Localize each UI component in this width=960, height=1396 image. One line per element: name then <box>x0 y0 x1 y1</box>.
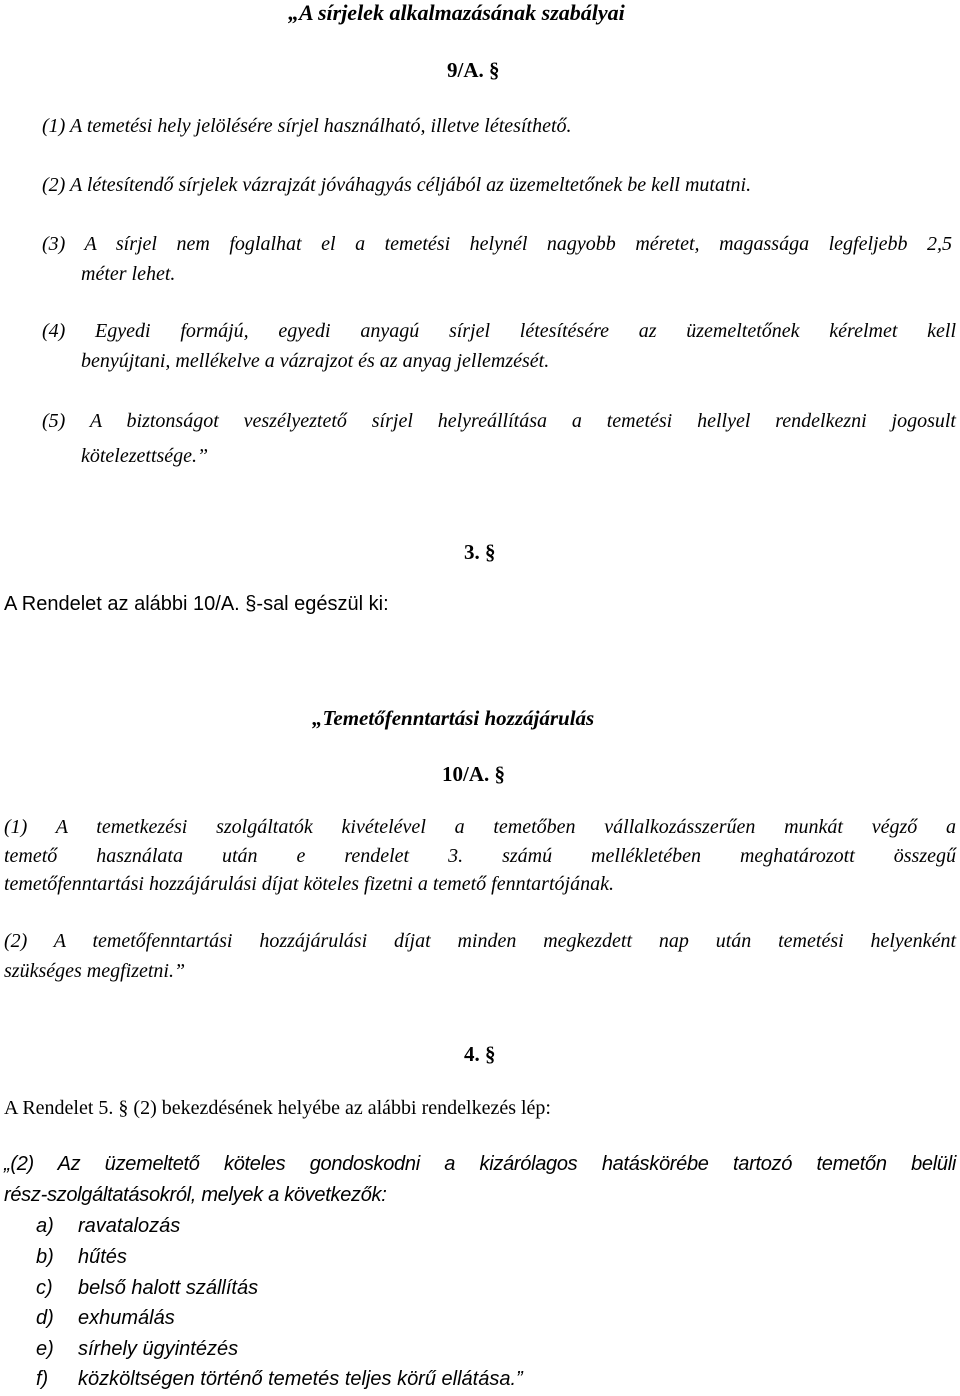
list-item-text: exhumálás <box>78 1307 175 1329</box>
section-4-heading: 4. § <box>464 1042 496 1066</box>
paragraph-number-10a: 10/A. § <box>442 762 505 786</box>
section-title: „A sírjelek alkalmazásának szabályai <box>288 0 625 25</box>
list-item-text: belső halott szállítás <box>78 1277 259 1299</box>
list-item <box>36 1307 175 1330</box>
quote-line-2: rész-szolgáltatásokról, melyek a következők: <box>4 1184 387 1206</box>
list-item-letter: c) <box>36 1277 53 1299</box>
paragraph-2: (2) A létesítendő sírjelek vázrajzát jóváhagyás céljából az üzemeltetőnek be kell mutatni. <box>42 174 752 196</box>
list-item-text: közköltségen történő temetés teljes körű ellátása.” <box>78 1368 523 1390</box>
paragraph-1: (1) A temetési hely jelölésére sírjel használható, illetve létesíthető. <box>42 115 572 137</box>
list-item-letter: e) <box>36 1338 54 1360</box>
paragraph-3-line-2: méter lehet. <box>81 263 176 285</box>
list-item <box>36 1277 258 1300</box>
paragraph-4-line-2: benyújtani, mellékelve a vázrajzot és az anyag jellemzését. <box>81 350 550 372</box>
list-item-letter: f) <box>36 1368 49 1390</box>
list-item-text: sírhely ügyintézés <box>78 1338 239 1360</box>
list-item <box>36 1368 523 1391</box>
list-item <box>36 1338 238 1361</box>
list-item <box>36 1246 127 1269</box>
paragraph-10a-2-line-2: szükséges megfizetni.” <box>4 960 186 982</box>
paragraph-number: 9/A. § <box>447 58 500 82</box>
paragraph-10a-1-line-3: temetőfenntartási hozzájárulási díjat köteles fizetni a temető fenntartójának. <box>4 873 614 895</box>
list-item-text: hűtés <box>78 1246 127 1268</box>
paragraph-10a-1-line-2: temető használata után e rendelet 3. számú mellékletében meghatározott összegű <box>4 845 956 867</box>
list-item-letter: b) <box>36 1246 54 1268</box>
section-subtitle: „Temetőfenntartási hozzájárulás <box>312 706 595 730</box>
paragraph-10a-1-line-1: (1) A temetkezési szolgáltatók kivételével a temetőben vállalkozásszerűen munkát végző a <box>4 816 956 838</box>
section-4-intro: A Rendelet 5. § (2) bekezdésének helyébe az alábbi rendelkezés lép: <box>4 1097 551 1119</box>
paragraph-4-line-1: (4) Egyedi formájú, egyedi anyagú sírjel létesítésére az üzemeltetőnek kérelmet kell <box>42 320 956 342</box>
list-item <box>36 1215 180 1238</box>
quote-line-1: „(2) Az üzemeltető köteles gondoskodni a kizárólagos hatáskörébe tartozó temetőn belüli <box>4 1153 956 1175</box>
paragraph-5-line-2: kötelezettsége.” <box>81 445 209 467</box>
list-item-letter: a) <box>36 1215 54 1237</box>
section-3-heading: 3. § <box>464 540 496 564</box>
list-item-text: ravatalozás <box>78 1215 181 1237</box>
section-3-intro: A Rendelet az alábbi 10/A. §-sal egészül ki: <box>4 593 389 615</box>
paragraph-10a-2-line-1: (2) A temetőfenntartási hozzájárulási díjat minden megkezdett nap után temetési helyenként <box>4 930 956 952</box>
list-item-letter: d) <box>36 1307 54 1329</box>
paragraph-3-line-1: (3) A sírjel nem foglalhat el a temetési helynél nagyobb méretet, magassága legfeljebb 2,5 <box>42 233 952 255</box>
paragraph-5-line-1: (5) A biztonságot veszélyeztető sírjel helyreállítása a temetési hellyel rendelkezni jogosult <box>42 410 956 432</box>
